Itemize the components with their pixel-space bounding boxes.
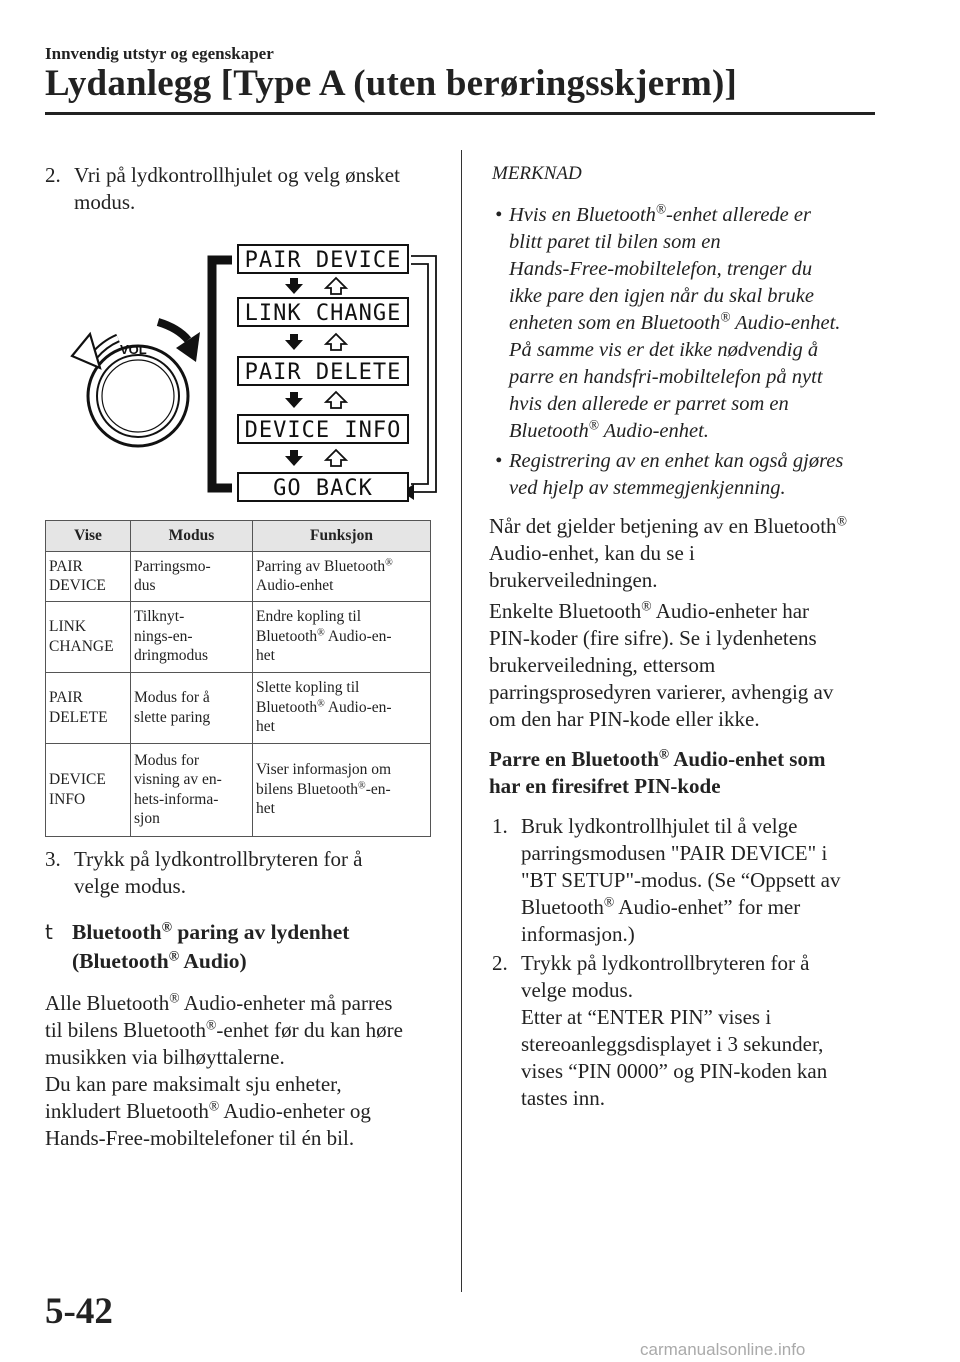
column-divider — [461, 150, 462, 1292]
step-number: 2. — [492, 951, 508, 975]
down-arrow-icon — [285, 450, 303, 466]
vol-label: VOL — [120, 342, 147, 357]
pin-code-paragraph: Enkelte Bluetooth® Audio-enheter har PIN-koder (fire sifre). Se i lydenhetens brukerveiledning, ettersom parringsprosedyren varierer, avhengig av om den har PIN-kode eller ikke. — [489, 598, 834, 731]
step-number: 2. — [45, 163, 61, 187]
step-number: 3. — [45, 847, 61, 871]
table-row — [46, 672, 431, 743]
step-text — [74, 846, 363, 900]
table-cell: Parringsmo- dus — [131, 551, 253, 601]
up-arrow-icon — [326, 392, 346, 408]
bullet-icon: • — [495, 204, 503, 226]
table-cell: Modus for visning av en- hets-informa- sjon — [131, 743, 253, 836]
pairing-paragraph: Alle Bluetooth® Audio-enheter må parres til bilens Bluetooth®-enhet før du kan høre musikken via bilhøyttalerne. Du kan pare maksimalt sju enheter, inkludert Bluetooth® Audio-enheter og Hands-Free-mobiltelefoner til én bil. — [45, 990, 403, 1150]
mode-table — [45, 520, 431, 837]
up-arrow-icon — [326, 334, 346, 350]
step-1-right — [492, 813, 892, 953]
lcd-screen-link-change — [238, 298, 408, 326]
lcd-screen-pair-delete — [238, 357, 408, 385]
step-text — [74, 162, 400, 216]
lcd-text: PAIR DELETE — [244, 360, 402, 385]
up-arrow-icon — [326, 278, 346, 294]
note-heading: MERKNAD — [492, 163, 582, 184]
arrow-pair-3 — [285, 392, 346, 408]
table-cell: Endre kopling til Bluetooth® Audio-en- het — [253, 601, 431, 672]
subheading-pin-pairing: Parre en Bluetooth® Audio-enhet som har en firesifret PIN-kode — [489, 746, 826, 798]
step-number: 1. — [492, 814, 508, 838]
table-cell: PAIR DELETE — [46, 672, 131, 743]
table-header-row — [46, 521, 431, 552]
forward-loop-bracket — [212, 260, 232, 488]
step-2-right — [492, 950, 892, 1120]
lcd-screen-pair-device — [238, 245, 408, 273]
table-cell: Modus for å slette paring — [131, 672, 253, 743]
text-line: Vri på lydkontrollhjulet og velg ønsket — [74, 163, 400, 187]
title-rule — [45, 112, 875, 115]
section-label: Innvendig utstyr og egenskaper — [45, 44, 274, 63]
page-title: Lydanlegg [Type A (uten berøringsskjerm)] — [45, 63, 738, 104]
step-2-left — [45, 162, 455, 222]
step-text: Trykk på lydkontrollbryteren for å velge modus. Etter at “ENTER PIN” vises i stereoanleggsdisplayet i 3 sekunder, vises “PIN 0000” og PIN-koden kan tastes inn. — [521, 951, 828, 1110]
lcd-text: PAIR DEVICE — [244, 248, 402, 273]
down-arrow-icon — [285, 278, 303, 294]
column-header: Vise — [46, 521, 131, 552]
arrow-pair-1 — [285, 278, 346, 294]
step-3-left — [45, 846, 455, 906]
table-cell: PAIR DEVICE — [46, 551, 131, 601]
down-arrow-icon — [285, 392, 303, 408]
bluetooth-operation-paragraph: Når det gjelder betjening av en Bluetooth® Audio-enhet, kan du se i brukerveiledningen. — [489, 513, 847, 592]
lcd-text: LINK CHANGE — [244, 301, 402, 326]
arrow-pair-2 — [285, 334, 346, 350]
lcd-text: GO BACK — [273, 476, 373, 501]
table-cell: Parring av Bluetooth® Audio-enhet — [253, 551, 431, 601]
volume-knob-icon — [88, 342, 188, 446]
up-arrow-icon — [326, 450, 346, 466]
text-line: Trykk på lydkontrollbryteren for å — [74, 847, 363, 871]
table-row — [46, 743, 431, 836]
note-item-2: • Registrering av en enhet kan også gjøres ved hjelp av stemmegjenkjenning. — [495, 450, 844, 499]
table-row — [46, 601, 431, 672]
bullet-icon: • — [495, 450, 503, 472]
lcd-screen-go-back — [238, 473, 408, 501]
table-row — [46, 551, 431, 601]
table-cell: LINK CHANGE — [46, 601, 131, 672]
column-header: Funksjon — [253, 521, 431, 552]
table-cell: Tilknyt- nings-en- dringmodus — [131, 601, 253, 672]
section-marker-icon: t — [45, 920, 53, 944]
table-cell: Slette kopling til Bluetooth® Audio-en- het — [253, 672, 431, 743]
text-line: modus. — [74, 190, 136, 214]
page-number: 5-42 — [45, 1291, 113, 1332]
lcd-screen-device-info — [238, 415, 408, 443]
down-arrow-icon — [285, 334, 303, 350]
mode-selection-diagram — [60, 236, 450, 506]
table-cell: DEVICE INFO — [46, 743, 131, 836]
text-line: velge modus. — [74, 874, 186, 898]
note-item-1: • Hvis en Bluetooth®-enhet allerede er blitt paret til bilen som en Hands-Free-mobiltelefon, trenger du ikke pare den igjen når du skal bruke enheten som en Bluetooth® Audio-enhet. På samme vis er det ikke nødvendig å parre en handsfri-mobiltelefon på nytt hvis den allerede er parret som en Bluetooth® Audio-enhet. — [495, 201, 841, 442]
column-header: Modus — [131, 521, 253, 552]
lcd-text: DEVICE INFO — [244, 418, 402, 443]
watermark: carmanualsonline.info — [640, 1340, 806, 1359]
arrow-pair-4 — [285, 450, 346, 466]
table-cell: Viser informasjon om bilens Bluetooth®-en- het — [253, 743, 431, 836]
step-text: Bruk lydkontrollhjulet til å velge parringsmodusen "PAIR DEVICE" i "BT SETUP"-modus. (Se “Oppsett av Bluetooth® Audio-enhet” for mer informasjon.) — [521, 814, 841, 946]
